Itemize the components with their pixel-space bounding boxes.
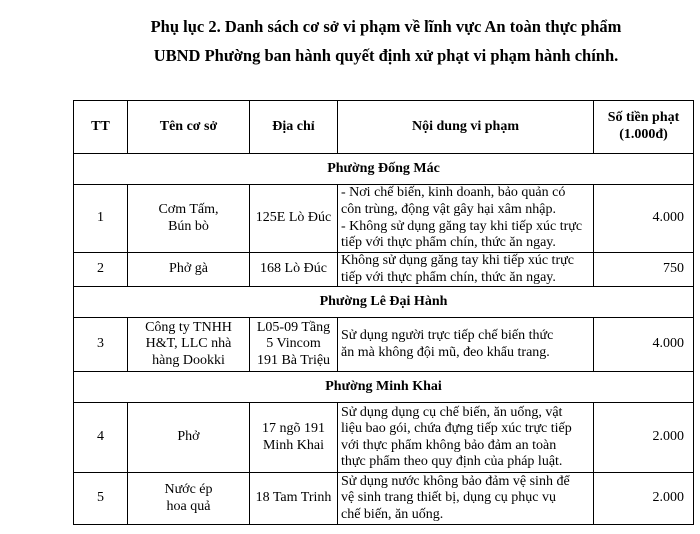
row-address — [250, 403, 338, 473]
name-line: H&T, LLC nhà — [145, 336, 232, 352]
row-violation — [338, 185, 594, 253]
ward-name: Phường Lê Đại Hành — [74, 287, 694, 318]
row-address — [250, 318, 338, 372]
row-tt: 4 — [74, 403, 128, 473]
row-name — [128, 185, 250, 253]
header-tt: TT — [74, 101, 128, 154]
row-fine: 4.000 — [594, 185, 694, 253]
ward-name: Phường Minh Khai — [74, 372, 694, 403]
row-address — [250, 185, 338, 253]
name-line: Nước ép — [164, 482, 213, 498]
header-address: Địa chỉ — [250, 101, 338, 154]
row-tt: 5 — [74, 473, 128, 525]
name-line: Bún bò — [168, 218, 209, 234]
violation-line: ăn mà không đội mũ, đeo khẩu trang. — [341, 344, 550, 360]
row-name — [128, 403, 250, 473]
address-line: 191 Bà Triệu — [256, 352, 331, 368]
name-line: Phở gà — [169, 261, 208, 277]
row-tt: 2 — [74, 253, 128, 287]
header-fine-unit: (1.000đ) — [619, 127, 668, 142]
row-name — [128, 253, 250, 287]
table-header-row — [74, 101, 694, 154]
name-line: hoa quả — [166, 498, 211, 514]
name-line: Công ty TNHH — [145, 319, 232, 335]
row-fine: 2.000 — [594, 473, 694, 525]
address-line: 125E Lò Đúc — [255, 210, 332, 226]
document-title-line-1: Phụ lục 2. Danh sách cơ sở vi phạm về lĩnh vực An toàn thực phẩm — [150, 17, 622, 36]
table-row — [74, 253, 694, 287]
violation-line: - Không sử dụng găng tay khi tiếp xúc trực — [341, 218, 583, 234]
row-fine: 4.000 — [594, 318, 694, 372]
row-address — [250, 473, 338, 525]
table-row — [74, 318, 694, 372]
row-violation — [338, 318, 594, 372]
address-line: 5 Vincom — [266, 336, 321, 352]
address-line: L05-09 Tầng — [256, 319, 331, 335]
section-row — [74, 287, 694, 318]
row-fine: 2.000 — [594, 403, 694, 473]
violation-line: côn trùng, động vật gây hại xâm nhập. — [341, 201, 557, 217]
row-name — [128, 318, 250, 372]
header-fine-label: Số tiền phạt — [607, 110, 680, 126]
document-title-line-2: UBND Phường ban hành quyết định xử phạt vi phạm hành chính. — [153, 46, 619, 65]
address-line: 17 ngõ 191 — [262, 421, 325, 437]
table-row — [74, 403, 694, 473]
address-line: Minh Khai — [262, 437, 325, 453]
row-tt: 3 — [74, 318, 128, 372]
violations-table — [73, 100, 694, 525]
name-line: Cơm Tấm, — [158, 201, 219, 217]
ward-name: Phường Đống Mác — [74, 154, 694, 185]
row-address — [250, 253, 338, 287]
violation-line: với thực phẩm không bảo đảm an toàn — [341, 437, 557, 453]
header-violation: Nội dung vi phạm — [338, 101, 594, 154]
address-line: 168 Lò Đúc — [260, 261, 327, 277]
address-line: 18 Tam Trinh — [255, 490, 332, 506]
violation-line: Sử dụng người trực tiếp chế biến thức — [341, 328, 554, 344]
row-violation — [338, 403, 594, 473]
violation-line: Sử dụng dụng cụ chế biến, ăn uống, vật — [341, 404, 563, 420]
header-name: Tên cơ sở — [128, 101, 250, 154]
name-line: Phở — [177, 429, 200, 445]
row-fine: 750 — [594, 253, 694, 287]
section-row — [74, 372, 694, 403]
header-fine — [594, 101, 694, 154]
violation-line: vệ sinh trang thiết bị, dụng cụ phục vụ — [341, 490, 557, 506]
table-row — [74, 473, 694, 525]
row-name — [128, 473, 250, 525]
violation-line: chế biến, ăn uống. — [341, 506, 444, 522]
violation-line: - Nơi chế biến, kinh doanh, bảo quản có — [341, 185, 566, 201]
violation-line: Không sử dụng găng tay khi tiếp xúc trực — [341, 253, 574, 268]
row-tt: 1 — [74, 185, 128, 253]
violation-line: thực phẩm theo quy định của pháp luật. — [341, 454, 563, 470]
row-violation — [338, 473, 594, 525]
violation-line: Sử dụng nước không bảo đảm vệ sinh để — [341, 473, 570, 489]
section-row — [74, 154, 694, 185]
row-violation — [338, 253, 594, 287]
table-row — [74, 185, 694, 253]
name-line: hàng Dookki — [152, 352, 225, 368]
violation-line: tiếp với thực phẩm chín, thức ăn ngay. — [341, 269, 556, 285]
violation-line: liệu bao gói, chứa đựng tiếp xúc trực tiếp — [341, 421, 572, 437]
violation-line: tiếp với thực phẩm chín, thức ăn ngay. — [341, 235, 556, 251]
